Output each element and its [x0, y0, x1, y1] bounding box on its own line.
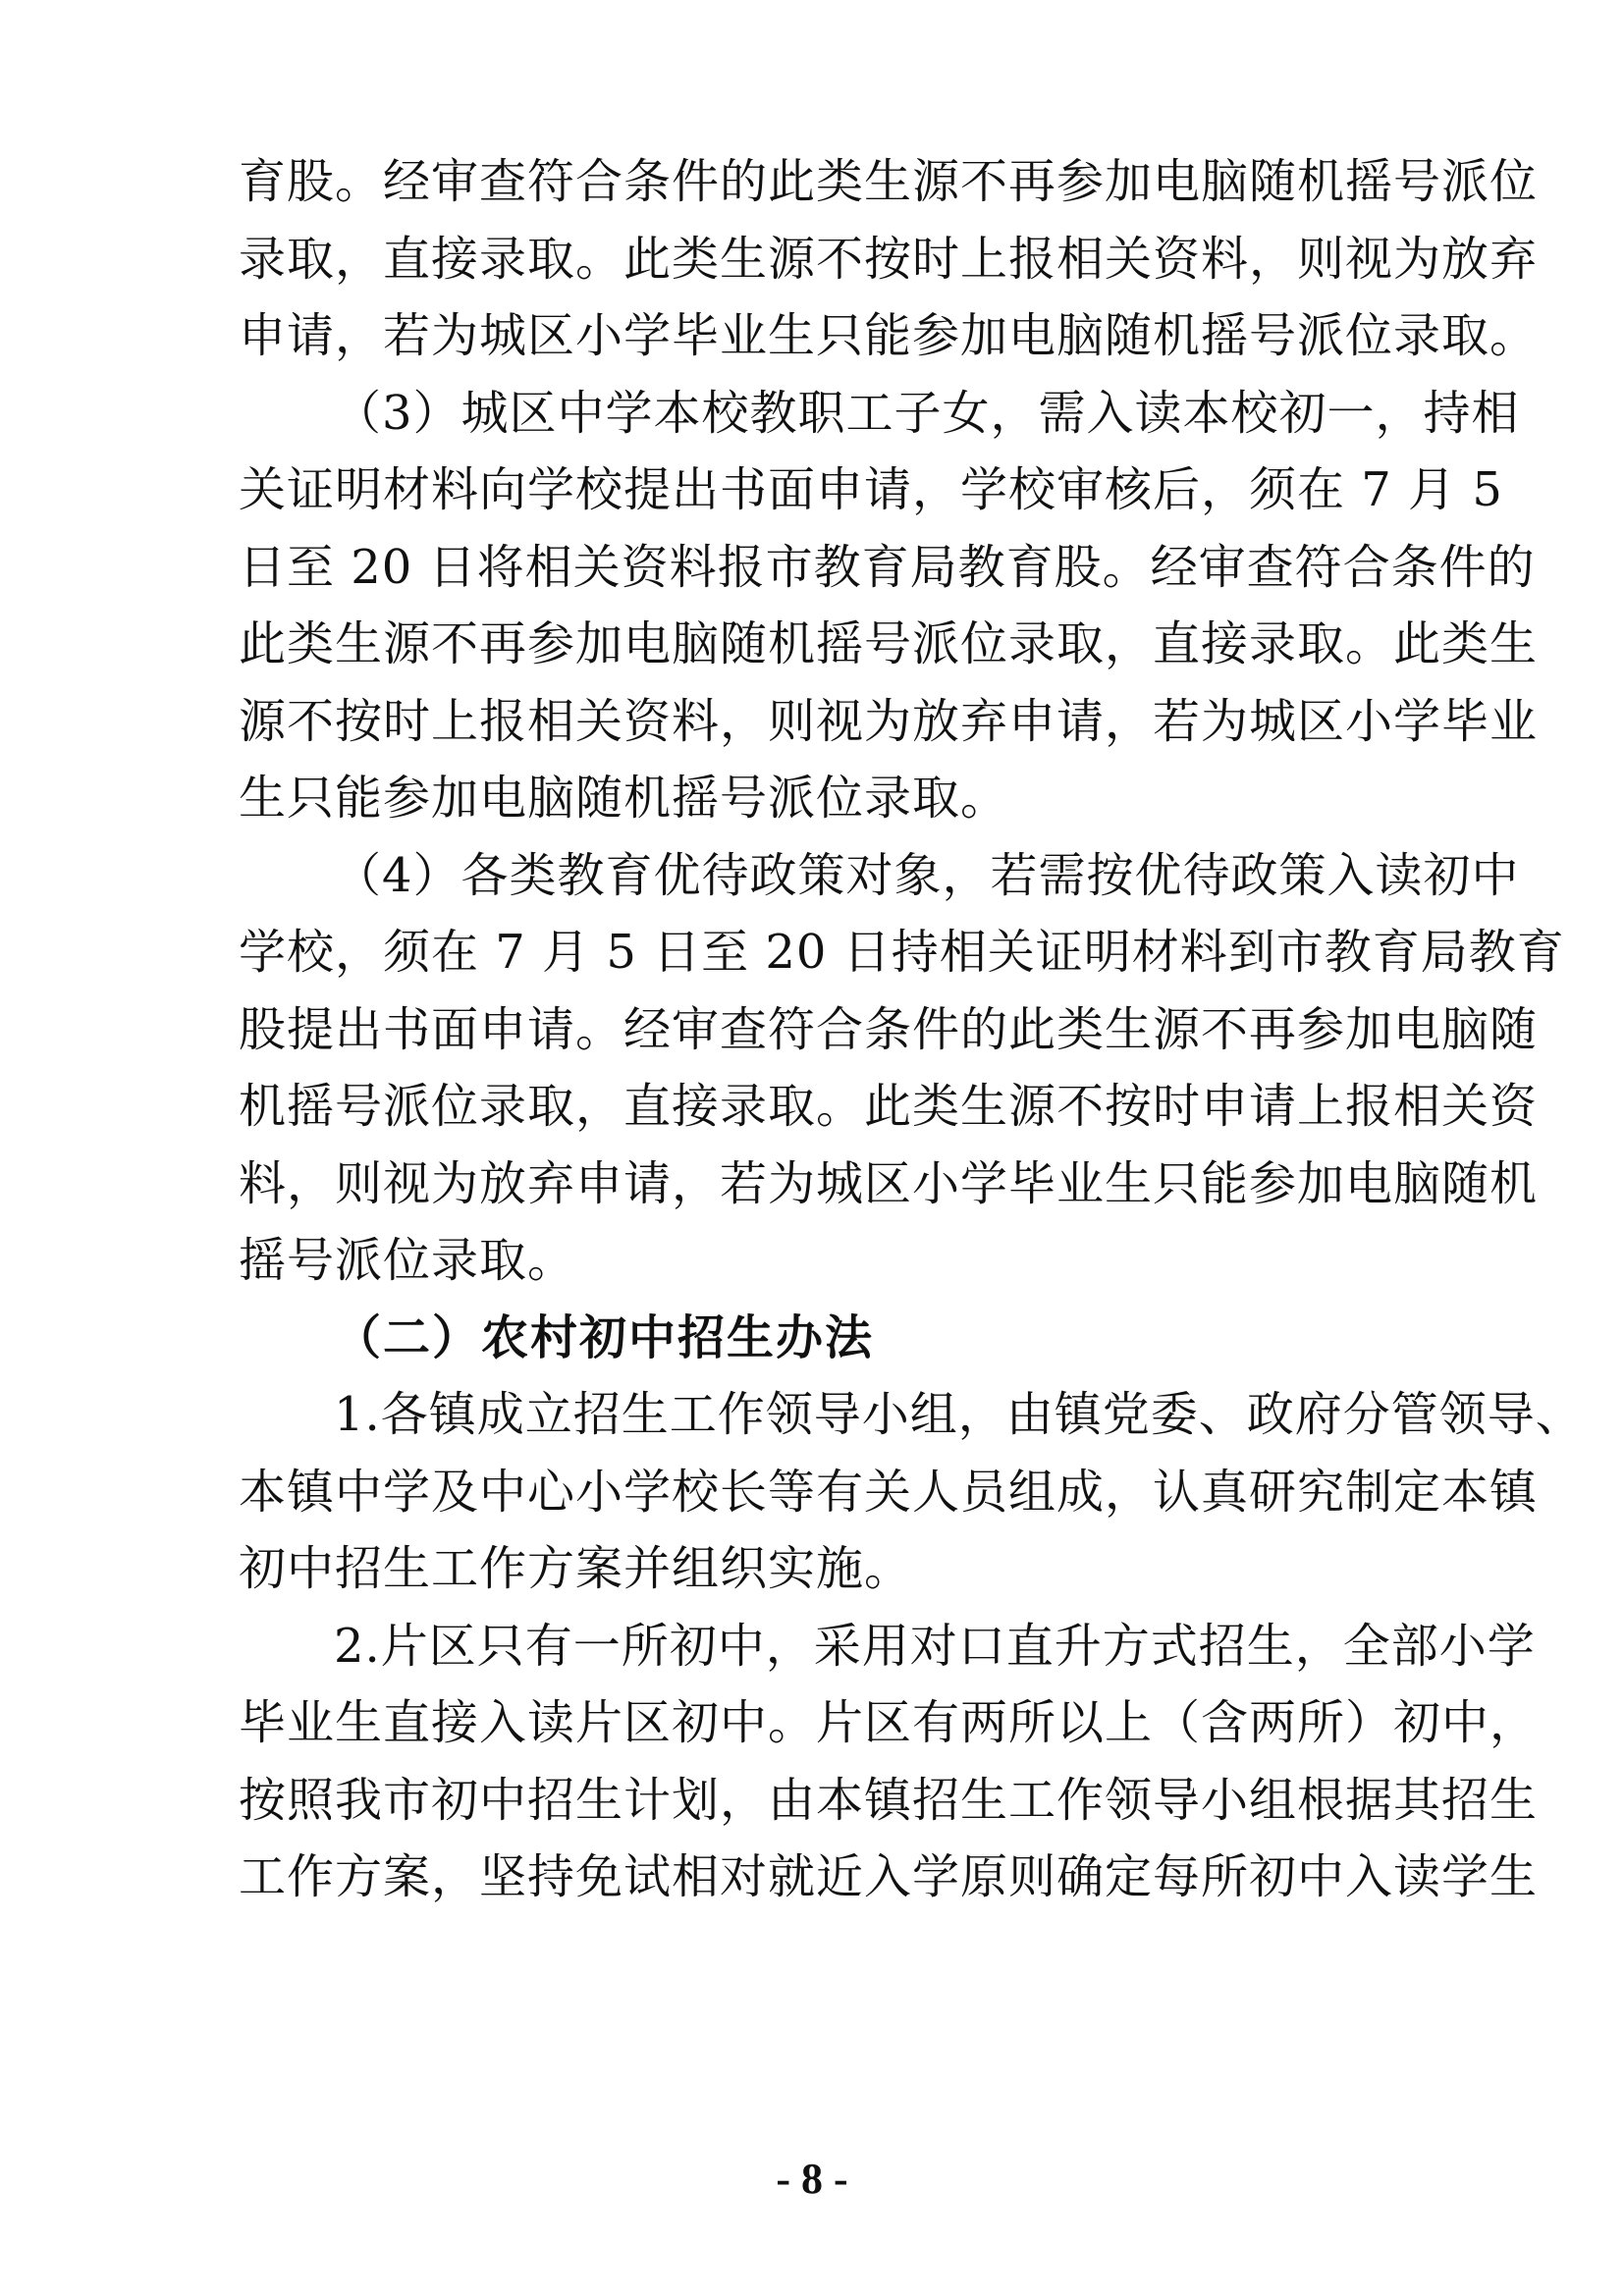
paragraph-4-line-3: 初中招生工作方案并组织实施。 — [239, 1541, 913, 1596]
paragraph-3-line-2: 学校，须在 7 月 5 日至 20 日持相关证明材料到市教育局教育 — [239, 925, 1565, 980]
paragraph-2-line-2: 关证明材料向学校提出书面申请，学校审核后，须在 7 月 5 — [239, 462, 1503, 517]
paragraph-5-line-3: 按照我市初中招生计划，由本镇招生工作领导小组根据其招生 — [239, 1773, 1539, 1828]
paragraph-5-line-4: 工作方案，坚持免试相对就近入学原则确定每所初中入读学生 — [239, 1849, 1539, 1904]
paragraph-1-line-1: 育股。经审查符合条件的此类生源不再参加电脑随机摇号派位 — [239, 154, 1539, 209]
section-heading: （二）农村初中招生办法 — [334, 1310, 875, 1365]
paragraph-1-line-3: 申请，若为城区小学毕业生只能参加电脑随机摇号派位录取。 — [239, 308, 1539, 363]
paragraph-4-line-1: 1.各镇成立招生工作领导小组，由镇党委、政府分管领导、 — [334, 1387, 1584, 1442]
paragraph-2-line-5: 源不按时上报相关资料，则视为放弃申请，若为城区小学毕业 — [239, 694, 1539, 749]
paragraph-2-line-4: 此类生源不再参加电脑随机摇号派位录取，直接录取。此类生 — [239, 616, 1539, 671]
paragraph-5-line-1: 2.片区只有一所初中，采用对口直升方式招生，全部小学 — [334, 1619, 1536, 1674]
paragraph-2-line-1: （3）城区中学本校教职工子女，需入读本校初一，持相 — [334, 386, 1520, 441]
paragraph-2-line-6: 生只能参加电脑随机摇号派位录取。 — [239, 771, 1009, 826]
paragraph-3-line-6: 摇号派位录取。 — [239, 1233, 576, 1288]
paragraph-2-line-3: 日至 20 日将相关资料报市教育局教育股。经审查符合条件的 — [239, 540, 1536, 595]
page-number: - 8 - — [776, 2155, 848, 2203]
paragraph-3-line-5: 料，则视为放弃申请，若为城区小学毕业生只能参加电脑随机 — [239, 1156, 1539, 1211]
paragraph-5-line-2: 毕业生直接入读片区初中。片区有两所以上（含两所）初中， — [239, 1695, 1539, 1750]
paragraph-3-line-3: 股提出书面申请。经审查符合条件的此类生源不再参加电脑随 — [239, 1002, 1539, 1057]
paragraph-1-line-2: 录取，直接录取。此类生源不按时上报相关资料，则视为放弃 — [239, 232, 1539, 287]
paragraph-3-line-4: 机摇号派位录取，直接录取。此类生源不按时申请上报相关资 — [239, 1079, 1539, 1134]
paragraph-4-line-2: 本镇中学及中心小学校长等有关人员组成，认真研究制定本镇 — [239, 1465, 1539, 1520]
paragraph-3-line-1: （4）各类教育优待政策对象，若需按优待政策入读初中 — [334, 848, 1520, 903]
